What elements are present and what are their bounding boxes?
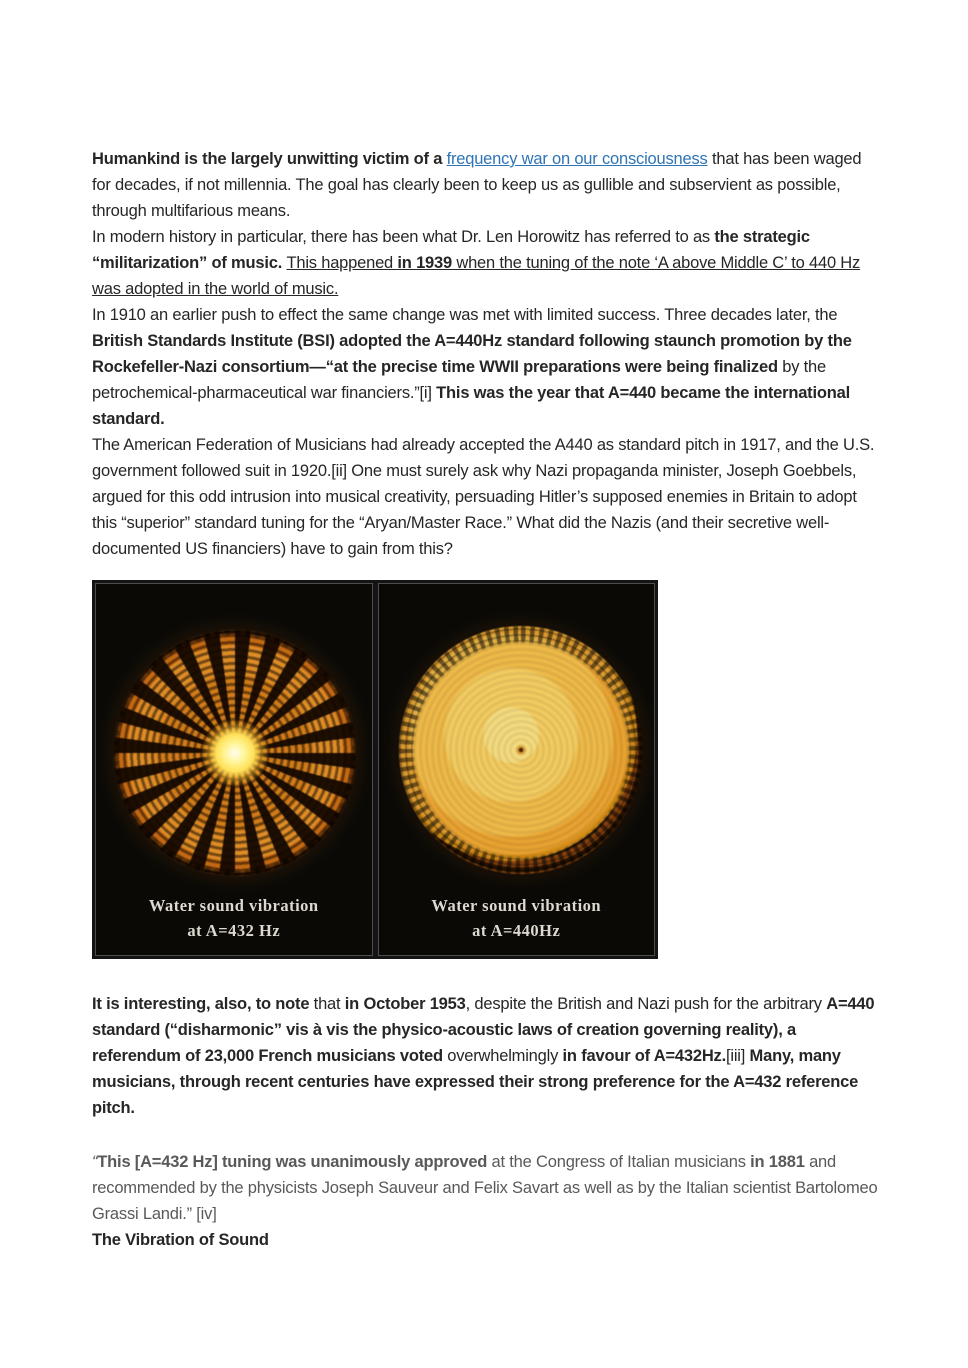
text-run: “ (92, 1153, 98, 1171)
text-run: Many, many musicians, through recent centuries have expressed their strong preference for the A=432 reference pitch. (92, 1047, 859, 1117)
text-run: This happened (286, 254, 398, 272)
text-run: in 1939 (397, 254, 452, 272)
cymatics-pattern-440-image (399, 626, 643, 874)
text-run: In 1910 an earlier push to effect the same change was met with limited success. Three decades later, the (92, 306, 838, 324)
text-run: that has been waged for decades, if not millennia. The goal has clearly been to keep us as gullible and subservient as possible, through multifarious means. (92, 150, 862, 220)
paragraphs-after-figure (92, 991, 880, 1253)
figure-caption-440 (379, 893, 655, 943)
para-afm (92, 432, 880, 562)
text-run: in favour of A=432Hz. (562, 1047, 726, 1065)
text-run: overwhelmingly (442, 1047, 563, 1065)
para-vibration-heading (92, 1227, 880, 1253)
text-run: It is interesting, also, to note (92, 995, 310, 1013)
text-run: In modern history in particular, there has been what Dr. Len Horowitz has referred to as (92, 228, 715, 246)
text-run: This [A=432 Hz] tuning was unanimously approved (97, 1153, 488, 1171)
text-run: and recommended by the physicists Joseph Sauveur and Felix Savart as well as by the Italian scientist Bartolomeo Grassi Landi.” [iv] (92, 1153, 878, 1223)
caption-line: at A=440Hz (472, 921, 561, 940)
frequency-war-link[interactable]: frequency war on our consciousness (446, 150, 708, 168)
text-run: by the petrochemical-pharmaceutical war financiers.”[i] (92, 358, 826, 402)
text-run: when the tuning of the note ‘A above Middle C’ to 440 Hz was adopted in the world of music. (92, 254, 861, 298)
text-run: The American Federation of Musicians had already accepted the A440 as standard pitch in 1917, and the U.S. government followed suit in 1920.[ii] One must surely ask why Nazi propaganda minister, Joseph Goebbels, argued for this odd intrusion into musical creativity, persuading Hitler’s supposed enemies in Britain to adopt this “superior” standard tuning for the “Aryan/Master Race.” What did the Nazis (and their secretive well-documented US financiers) have to gain from this? (92, 436, 875, 558)
para-bsi-standard (92, 302, 880, 432)
text-run: at the Congress of Italian musicians (487, 1153, 751, 1171)
text-run: that (309, 995, 345, 1013)
para-militarization (92, 224, 880, 302)
text-run: , despite the British and Nazi push for the arbitrary (465, 995, 827, 1013)
cymatics-pattern-432-image (114, 630, 356, 876)
para-intro (92, 146, 880, 224)
caption-line: Water sound vibration (148, 896, 319, 915)
text-run: The Vibration of Sound (92, 1231, 269, 1249)
cymatics-panel-440 (378, 583, 656, 956)
cymatics-panel-432 (95, 583, 373, 956)
text-run: in October 1953 (344, 995, 466, 1013)
text-run: Humankind is the largely unwitting victim of a (92, 150, 447, 168)
caption-line: at A=432 Hz (187, 921, 281, 940)
cymatics-figure (92, 580, 658, 959)
para-referendum (92, 991, 880, 1121)
text-run: This was the year that A=440 became the international standard. (92, 384, 850, 428)
figure-caption-432 (96, 893, 372, 943)
text-run: [iii] (725, 1047, 750, 1065)
text-run: the strategic “militarization” of music. (92, 228, 810, 272)
paragraphs-before-figure (92, 146, 880, 562)
text-run: British Standards Institute (BSI) adopted the A=440Hz standard following staunch promotion by the Rockefeller-Nazi consortium—“at the precise time WWII preparations were being finalized (92, 332, 852, 376)
caption-line: Water sound vibration (431, 896, 602, 915)
text-run: A=440 standard (“disharmonic” vis à vis the physico-acoustic laws of creation governing reality), a referendum of 23,000 French musicians voted (92, 995, 875, 1065)
article-body (92, 146, 880, 1253)
para-italian-congress (92, 1149, 880, 1227)
text-run: in 1881 (750, 1153, 805, 1171)
